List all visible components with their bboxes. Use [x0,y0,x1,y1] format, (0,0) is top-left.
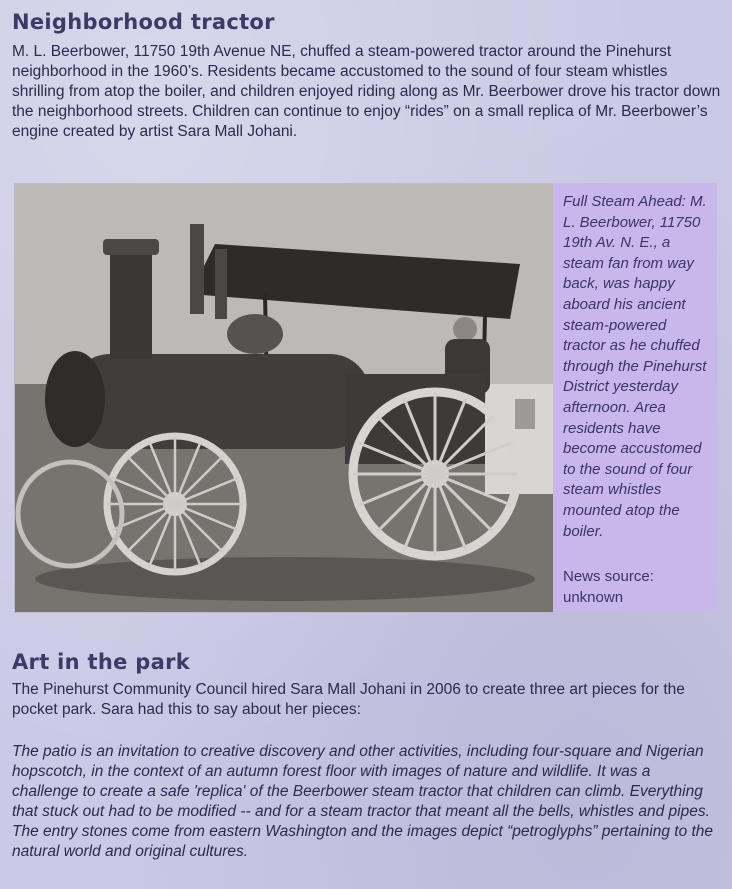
artist-quote [12,742,718,862]
art-in-the-park-text [12,680,724,720]
steam-tractor-illustration [15,184,553,612]
photo-caption-box [553,183,717,611]
neighborhood-tractor-paragraph: M. L. Beerbower, 11750 19th Avenue NE, chuffed a steam-powered tractor around the Pinehurst neighborhood in the 1960’s. Residents became accustomed to the sound of four steam whistles shrilling from atop the boiler, and children enjoyed riding along as Mr. Beerbower drove his tractor down the neighborhood streets. Children can continue to enjoy “rides” on a small replica of Mr. Beerbower’s engine created by artist Sara Mall Johani. [12,43,721,140]
art-in-the-park-paragraph: The Pinehurst Community Council hired Sara Mall Johani in 2006 to create three art pieces for the pocket park. Sara had this to say about her pieces: [12,681,685,718]
photo-caption: Full Steam Ahead: M. L. Beerbower, 11750 19th Av. N. E., a steam fan from way back, was happy aboard his ancient steam-powered tractor as he chuffed through the Pinehurst District yesterday afternoon. Area residents have become accustomed to the sound of four steam whistles mounted atop the boiler. [563,193,707,540]
front-wheel-graphic [107,436,243,572]
section-heading-art-in-the-park: Art in the park [12,650,190,674]
news-source: News source: unknown [563,568,654,606]
artist-quote-paragraph: The patio is an invitation to creative discovery and other activities, including four-square and Nigerian hopscotch, in the context of an autumn forest floor with images of nature and wildlife. It was a challenge to create a safe 'replica' of the Beerbower steam tractor that children can climb. Everything that stuck out had to be modified -- and for a steam tractor that meant all the bells, whistles and pipes. The entry stones come from eastern Washington and the images depict “petroglyphs” pertaining to the natural world and original cultures. [12,743,714,860]
neighborhood-tractor-text [12,42,724,142]
steam-tractor-photo [14,183,554,613]
section-heading-neighborhood-tractor: Neighborhood tractor [12,10,275,34]
rear-wheel-graphic [353,392,517,556]
